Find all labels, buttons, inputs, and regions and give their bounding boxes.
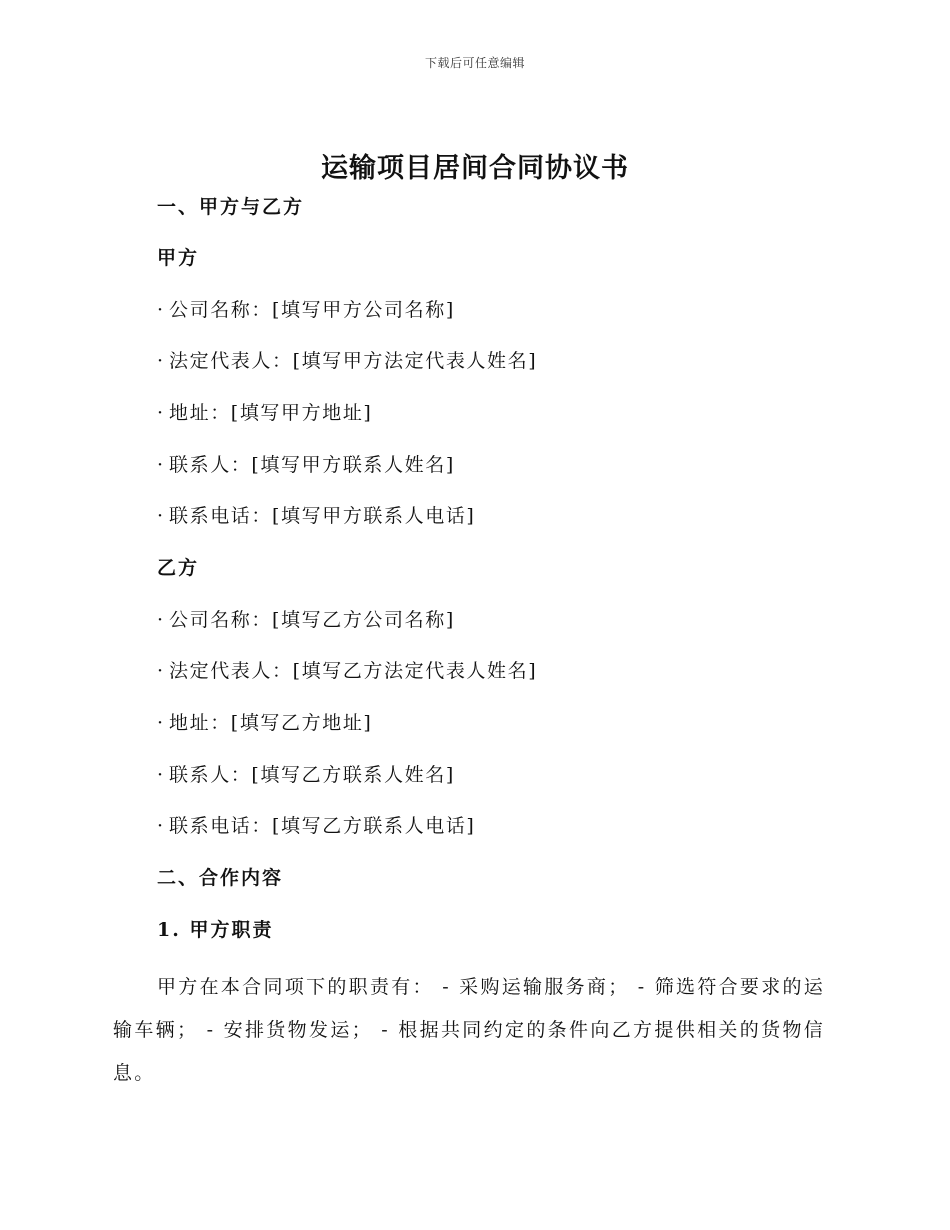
party-a-item-text: 法定代表人：[填写甲方法定代表人姓名] — [169, 350, 538, 372]
bullet-icon: · — [157, 712, 165, 734]
section-heading-parties: 一、甲方与乙方 — [157, 196, 305, 218]
document-title: 运输项目居间合同协议书 — [321, 153, 629, 184]
bullet-icon: · — [157, 660, 165, 682]
party-b-item-representative — [157, 658, 537, 684]
party-b-item-address — [157, 710, 372, 736]
party-a-item-address — [157, 400, 372, 426]
party-b-item-phone — [157, 813, 475, 839]
party-a-duties-paragraph: 甲方在本合同项下的职责有： - 采购运输服务商； - 筛选符合要求的运输车辆； - 安排货物发运； - 根据共同约定的条件向乙方提供相关的货物信息。 — [113, 976, 825, 1084]
section-heading-cooperation: 二、合作内容 — [157, 867, 284, 889]
party-a-item-company — [157, 297, 455, 323]
party-a-label: 甲方 — [157, 247, 200, 269]
party-b-item-text: 地址：[填写乙方地址] — [169, 712, 373, 734]
bullet-icon: · — [157, 350, 165, 372]
bullet-icon: · — [157, 764, 165, 786]
bullet-icon: · — [157, 454, 165, 476]
party-a-item-representative — [157, 348, 537, 374]
bullet-icon: · — [157, 505, 165, 527]
party-a-item-text: 联系电话：[填写甲方联系人电话] — [169, 505, 476, 527]
bullet-icon: · — [157, 815, 165, 837]
bullet-icon: · — [157, 299, 165, 321]
party-b-item-text: 公司名称：[填写乙方公司名称] — [169, 609, 455, 631]
party-a-item-text: 公司名称：[填写甲方公司名称] — [169, 299, 455, 321]
bullet-icon: · — [157, 402, 165, 424]
party-a-item-phone — [157, 503, 475, 529]
header-note: 下载后可任意编辑 — [424, 56, 525, 70]
party-b-item-text: 联系人：[填写乙方联系人姓名] — [169, 764, 455, 786]
party-b-item-text: 联系电话：[填写乙方联系人电话] — [169, 815, 476, 837]
party-b-label: 乙方 — [157, 557, 200, 579]
bullet-icon: · — [157, 609, 165, 631]
party-a-item-contact — [157, 452, 455, 478]
subheading-party-a-duties: 1. 甲方职责 — [157, 919, 274, 941]
party-b-item-text: 法定代表人：[填写乙方法定代表人姓名] — [169, 660, 538, 682]
party-a-item-text: 地址：[填写甲方地址] — [169, 402, 373, 424]
party-b-item-company — [157, 607, 455, 633]
party-b-item-contact — [157, 762, 455, 788]
party-a-item-text: 联系人：[填写甲方联系人姓名] — [169, 454, 455, 476]
